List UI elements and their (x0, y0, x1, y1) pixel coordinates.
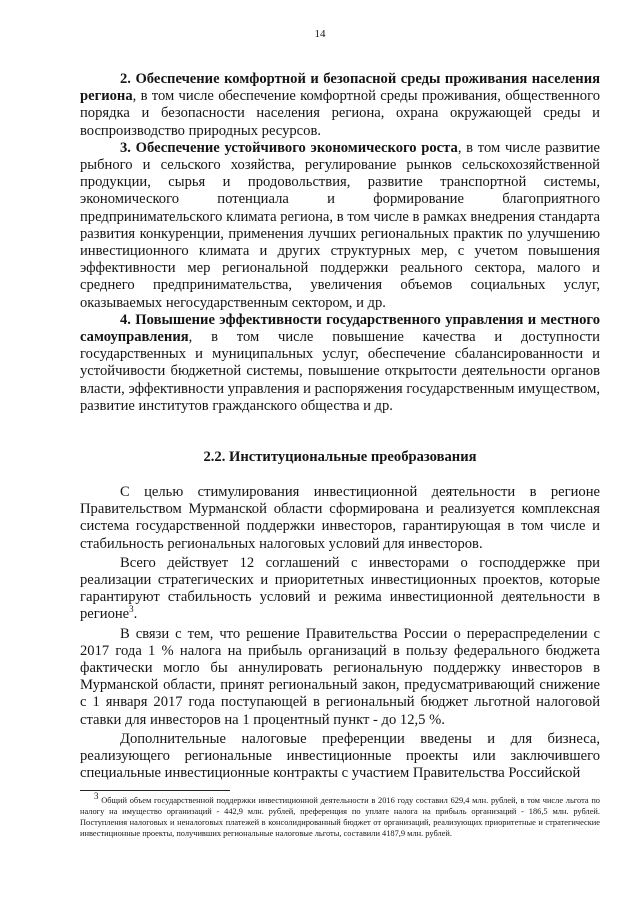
paragraph-2-end: . (133, 606, 138, 623)
footnote-divider (80, 790, 230, 791)
section-heading: 2.2. Институциональные преобразования (203, 449, 477, 465)
paragraph-2 (80, 555, 600, 624)
goal-item-4-title: 4. Повышение эффективности государственного управления и местного самоуправления (80, 311, 600, 346)
goal-item-4 (80, 312, 600, 415)
footnote-reference: 3 (129, 604, 134, 615)
footnote-mark: 3 (94, 791, 99, 802)
goal-item-2-text: , в том числе обеспечение комфортной среды проживания, общественного порядка и безопасности населения региона, охрана окружающей среды и воспроизводство природных ресурсов. (80, 88, 600, 139)
goal-item-3 (80, 140, 600, 312)
paragraph-2-text: Всего действует 12 соглашений с инвесторами о господдержке при реализации стратегических и приоритетных инвестиционных проектов, которые гарантируют стабильность условий и режима инвестиционной деятельности в регионе (80, 554, 600, 623)
paragraph-1: С целью стимулирования инвестиционной деятельности в регионе Правительством Мурманской области сформирована и реализуется комплексная система государственной поддержки инвесторов, гарантирующая в том числе и стабильность региональных налоговых условий для инвесторов. (80, 484, 600, 552)
goals-list (80, 71, 600, 415)
goal-item-3-text: , в том числе развитие рыбного и сельского хозяйства, регулирование рынков сельскохозяйственной продукции, сырья и продовольствия, развитие транспортной системы, экономического потенциала и формирование благоприятного предпринимательского климата региона, в том числе в рамках внедрения стандарта развития конкуренции, применения лучших региональных практик по улучшению инвестиционного климата и других структурных мер, с учетом повышения эффективности мер региональной поддержки реального сектора, малого и среднего предпринимательства, увеличения объемов социальных услуг, оказываемых негосударственным сектором, и др. (80, 139, 600, 311)
footnote-text: Общий объем государственной поддержки инвестиционной деятельности в 2016 году составил 629,4 млн. рублей, в том числе льгота по налогу на имущество организаций - 442,9 млн. рублей, преференция по уплате налога на прибыль организаций - 186,5 млн. рублей. Поступления налоговых и неналоговых платежей в консолидированный бюджет от организаций, реализующих приоритетные и стратегические инвестиционные проекты, получивших региональные налоговые льготы, составили 4187,9 млн. рублей. (80, 796, 600, 838)
goal-item-2-title: 2. Обеспечение комфортной и безопасной среды проживания населения региона (80, 71, 600, 105)
goal-item-2 (80, 71, 600, 140)
goal-item-4-text: , в том числе повышение качества и доступности государственных и муниципальных услуг, обеспечение сбалансированности и устойчивости бюджетной системы, повышение открытости деятельности органов власти, эффективности управления и распоряжения государственным имуществом, развитие институтов гражданского общества и др. (80, 329, 600, 414)
goal-item-3-title: 3. Обеспечение устойчивого экономического роста (120, 139, 458, 156)
footnote-paragraph (80, 791, 600, 839)
page-number: 14 (314, 28, 326, 40)
footnote (80, 791, 600, 839)
paragraph-3: В связи с тем, что решение Правительства России о перераспределении с 2017 года 1 % налога на прибыль организаций в пользу федерального бюджета фактически могло бы аннулировать региональную поддержку инвесторов в Мурманской области, принят региональный закон, предусматривающий снижение с 1 января 2017 года поступающей в региональный бюджет льготной налоговой ставки для инвесторов на 1 процентный пункт - до 12,5 %. (80, 625, 600, 728)
section-body (80, 484, 600, 784)
paragraph-4: Дополнительные налоговые преференции введены и для бизнеса, реализующего региональные инвестиционные проекты или заключившего специальные инвестиционные контракты с участием Правительства Российской (80, 730, 600, 782)
